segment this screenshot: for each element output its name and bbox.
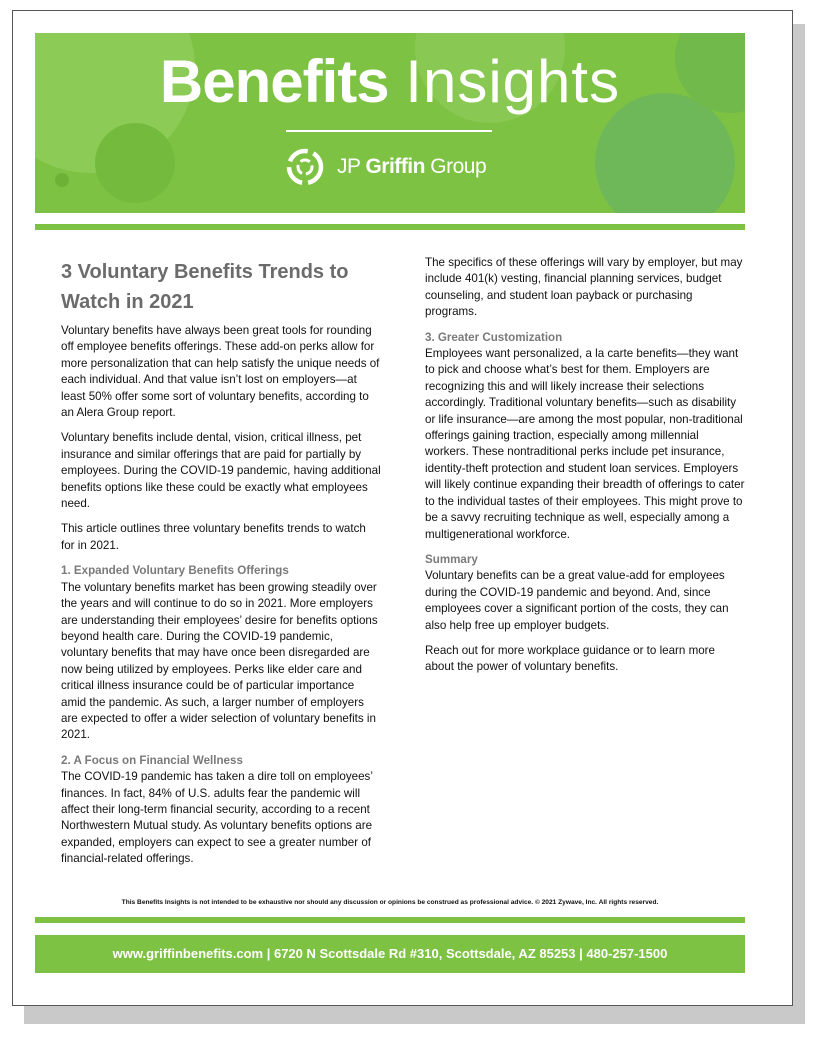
title-bold-word: Benefits	[159, 48, 389, 115]
logo-wordmark	[337, 155, 486, 179]
section-2-body-continued: The specifics of these offerings will vary by employer, but may include 401(k) vesting, financial planning services, budget counseling, and student loan payback or purchasing programs.	[425, 256, 743, 319]
legal-disclaimer: This Benefits Insights is not intended to be exhaustive nor should any discussion or opinions be construed as professional advice. © 2021 Zywave, Inc. All rights reserved.	[121, 899, 659, 906]
logo-word-griffin: Griffin	[365, 155, 425, 178]
section-1-heading: 1. Expanded Voluntary Benefits Offerings	[61, 564, 289, 578]
header-divider	[35, 224, 745, 230]
closing-paragraph: Reach out for more workplace guidance or to learn more about the power of voluntary benefits.	[425, 643, 715, 674]
logo-word-group: Group	[424, 155, 487, 178]
contact-footer: www.griffinbenefits.com | 6720 N Scottsdale Rd #310, Scottsdale, AZ 85253 | 480-257-1500	[35, 935, 745, 973]
left-column	[61, 257, 381, 877]
header-banner	[35, 33, 745, 213]
griffin-swirl-icon	[285, 147, 325, 187]
intro-paragraph-3: This article outlines three voluntary benefits trends to watch for in 2021.	[61, 522, 366, 552]
title-underline	[286, 130, 492, 132]
section-3-heading: 3. Greater Customization	[425, 330, 563, 344]
article-title: 3 Voluntary Benefits Trends to Watch in 2021	[61, 261, 349, 313]
section-3-body: Employees want personalized, a la carte benefits—they want to pick and choose what’s best for them. Employers are recognizing this and will likely increase their selections accordingly. Traditional voluntary benefits—such as disability or life insurance—are among the most popular, non-traditional offerings gaining traction, especially among millennial workers. These nontraditional perks include pet insurance, identity-theft protection and student loan services. Employers will likely continue expanding their breadth of offerings to cater to the individual tastes of their employees. This might prove to be a savvy recruiting technique as well, especially among a multigenerational workforce.	[425, 347, 745, 541]
summary-heading: Summary	[425, 552, 478, 566]
intro-paragraph-2: Voluntary benefits include dental, vision, critical illness, pet insurance and similar offerings that are paid for partially by employees. During the COVID-19 pandemic, having additional benefits options like these could be exactly what employees need.	[61, 431, 381, 511]
section-2-heading: 2. A Focus on Financial Wellness	[61, 753, 243, 767]
section-2-body: The COVID-19 pandemic has taken a dire toll on employees’ finances. In fact, 84% of U.S. adults fear the pandemic will affect their long-term financial security, according to a recent Northwestern Mutual study. As voluntary benefits options are expanded, employers can expect to see a greater number of financial-related offerings.	[61, 770, 373, 866]
logo-word-jp: JP	[337, 155, 366, 178]
right-column	[425, 255, 745, 685]
section-1-body: The voluntary benefits market has been growing steadily over the years and will continue to do so in 2021. More employers are understanding their employees’ desire for benefits options beyond health care. During the COVID-19 pandemic, voluntary benefits that may have once been disregarded are now being utilized by employees. Perks like elder care and critical illness insurance could be of particular importance amid the pandemic. As such, a larger number of employers are expected to offer a wider selection of voluntary benefits in 2021.	[61, 580, 378, 742]
company-logo	[285, 147, 505, 187]
footer-divider	[35, 917, 745, 923]
intro-paragraph-1: Voluntary benefits have always been great tools for rounding off employee benefits offerings. These add-on perks allow for more personalization that can help satisfy the unique needs of each individual. And that value isn’t lost on employers—at least 50% offer some sort of voluntary benefits, according to an Alera Group report.	[61, 324, 380, 420]
newsletter-title	[35, 47, 745, 117]
title-light-word: Insights	[405, 48, 621, 115]
summary-body: Voluntary benefits can be a great value-add for employees during the COVID-19 pandemic and beyond. And, since employees cover a significant portion of the costs, they can also help free up employer budgets.	[425, 569, 729, 632]
